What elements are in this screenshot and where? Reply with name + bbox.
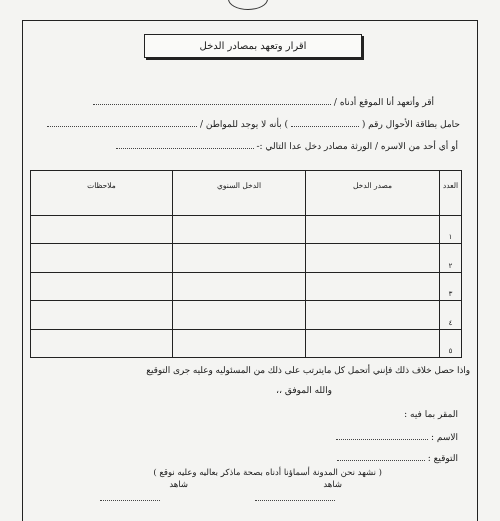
header-income-source: مصدر الدخل (306, 171, 440, 216)
notes-cell[interactable] (31, 272, 173, 300)
family-income-label: أو أي أحد من الاسره / الورثة مصادر دخل عدا التالي :- (256, 142, 458, 152)
notes-cell[interactable] (31, 216, 173, 244)
annual-income-cell[interactable] (173, 301, 306, 329)
annual-income-cell[interactable] (173, 272, 306, 300)
table-row (31, 272, 462, 300)
name-line (336, 431, 458, 443)
name-field[interactable] (336, 431, 428, 440)
name-label: الاسم : (430, 433, 458, 443)
annual-income-cell[interactable] (173, 329, 306, 357)
table-row (31, 216, 462, 244)
income-source-cell[interactable] (306, 301, 440, 329)
citizen-label: ) بأنه لا يوجد للمواطن / (199, 120, 289, 130)
row-number: ٣ (440, 272, 462, 300)
table-row (31, 301, 462, 329)
table-row (31, 244, 462, 272)
declarant-name-field[interactable] (93, 96, 331, 105)
row-number: ٢ (440, 244, 462, 272)
income-source-cell[interactable] (306, 329, 440, 357)
signature-line (337, 452, 458, 464)
liability-statement: واذا حصل خلاف ذلك فإنني أتحمل كل مايترتب على ذلك من المسئوليه وعليه جرى التوقيع (146, 366, 470, 376)
row-number: ١ (440, 216, 462, 244)
notes-cell[interactable] (31, 329, 173, 357)
income-table (30, 170, 462, 358)
notes-cell[interactable] (31, 301, 173, 329)
header-count: العدد (440, 171, 462, 216)
form-title: اقرار وتعهد بمصادر الدخل (144, 34, 362, 58)
declarant-label: أقر وأتعهد أنا الموقع أدناه / (333, 98, 434, 108)
family-member-field[interactable] (116, 140, 254, 149)
table-row (31, 329, 462, 357)
header-notes: ملاحظات (31, 171, 173, 216)
declaration-line-3 (116, 140, 458, 152)
closing-phrase: والله الموفق ،، (276, 386, 332, 396)
signature-field[interactable] (337, 452, 425, 461)
declarant-signoff (404, 410, 458, 420)
income-source-cell[interactable] (306, 272, 440, 300)
annual-income-cell[interactable] (173, 216, 306, 244)
annual-income-cell[interactable] (173, 244, 306, 272)
declarant-signoff-label: المقر بما فيه : (404, 410, 458, 420)
id-number-field[interactable] (291, 118, 359, 127)
witness-2-label: شاهد (169, 480, 188, 490)
declaration-line-2 (47, 118, 460, 130)
notes-cell[interactable] (31, 244, 173, 272)
row-number: ٤ (440, 301, 462, 329)
declaration-line-1 (93, 96, 434, 108)
citizen-name-field[interactable] (47, 118, 197, 127)
witness-note: ( نشهد نحن المدونة أسماؤنا أدناه بصحة ماذكر بعاليه وعليه نوقع ) (153, 468, 382, 478)
income-source-cell[interactable] (306, 244, 440, 272)
signature-label: التوقيع : (427, 454, 458, 464)
header-emblem-arc (228, 0, 268, 10)
row-number: ٥ (440, 329, 462, 357)
witness-1-label: شاهد (323, 480, 342, 490)
id-card-label: حامل بطاقة الأحوال رقم ( (361, 120, 460, 130)
table-header-row (31, 171, 462, 216)
income-source-cell[interactable] (306, 216, 440, 244)
header-annual-income: الدخل السنوي (173, 171, 306, 216)
